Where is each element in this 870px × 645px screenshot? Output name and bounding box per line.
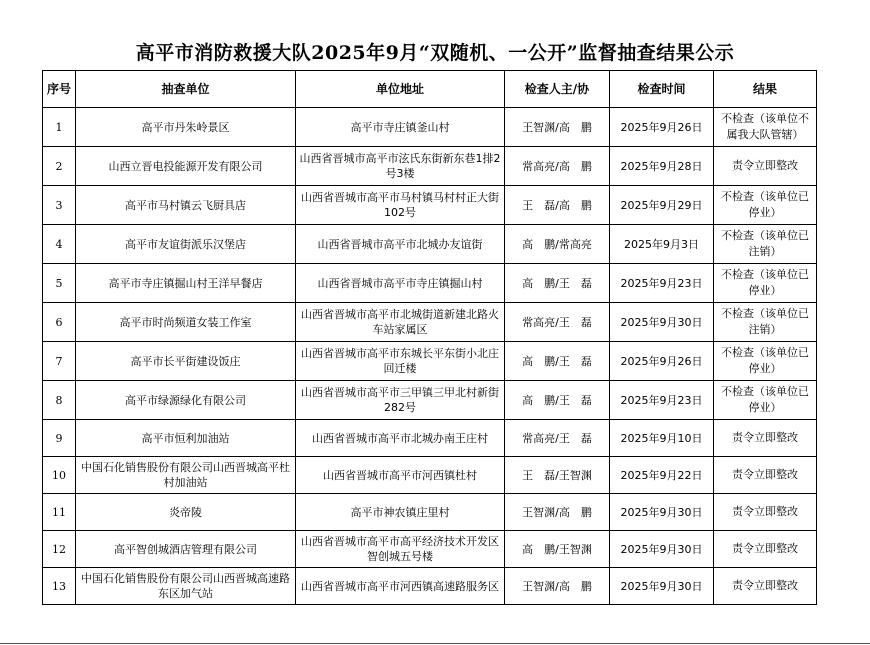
row-result-text: 责令立即整改 bbox=[732, 579, 798, 592]
row-index: 10 bbox=[43, 457, 76, 494]
row-result bbox=[714, 457, 817, 494]
page-title: 高平市消防救援大队2025年9月“双随机、一公开”监督抽查结果公示 bbox=[135, 42, 735, 64]
row-address: 山西省晋城市高平市马村镇马村村正大街102号 bbox=[296, 186, 505, 225]
row-address: 山西省晋城市高平市东城长平东街小北庄回迁楼 bbox=[296, 342, 505, 381]
row-index: 3 bbox=[43, 186, 76, 225]
table-row bbox=[43, 186, 817, 225]
row-result bbox=[714, 342, 817, 381]
row-result bbox=[714, 186, 817, 225]
table-row bbox=[43, 494, 817, 531]
table-row bbox=[43, 420, 817, 457]
bottom-divider bbox=[0, 643, 870, 644]
row-inspectors: 王智渊/高 鹏 bbox=[505, 568, 610, 605]
row-unit: 中国石化销售股份有限公司山西晋城高速路东区加气站 bbox=[76, 568, 296, 605]
row-date: 2025年9月23日 bbox=[610, 381, 714, 420]
row-result bbox=[714, 381, 817, 420]
row-inspectors: 常高亮/高 鹏 bbox=[505, 147, 610, 186]
header-index: 序号 bbox=[43, 71, 76, 108]
row-index: 12 bbox=[43, 531, 76, 568]
table-row bbox=[43, 381, 817, 420]
row-inspectors: 高 鹏/王 磊 bbox=[505, 264, 610, 303]
row-address: 高平市神农镇庄里村 bbox=[296, 494, 505, 531]
row-index: 6 bbox=[43, 303, 76, 342]
row-unit: 炎帝陵 bbox=[76, 494, 296, 531]
row-result-text: 不检查（该单位已停业） bbox=[721, 385, 809, 414]
row-address: 山西省晋城市高平市寺庄镇掘山村 bbox=[296, 264, 505, 303]
row-unit: 山西立晋电投能源开发有限公司 bbox=[76, 147, 296, 186]
row-inspectors: 王智渊/高 鹏 bbox=[505, 108, 610, 147]
row-unit: 高平市马村镇云飞厨具店 bbox=[76, 186, 296, 225]
row-unit: 高平市时尚频道女装工作室 bbox=[76, 303, 296, 342]
row-index: 13 bbox=[43, 568, 76, 605]
row-result bbox=[714, 420, 817, 457]
row-index: 1 bbox=[43, 108, 76, 147]
row-result bbox=[714, 531, 817, 568]
row-address: 山西省晋城市高平市北城办友谊街 bbox=[296, 225, 505, 264]
row-address: 山西省晋城市高平市河西镇高速路服务区 bbox=[296, 568, 505, 605]
row-date: 2025年9月30日 bbox=[610, 303, 714, 342]
row-date: 2025年9月30日 bbox=[610, 531, 714, 568]
row-date: 2025年9月10日 bbox=[610, 420, 714, 457]
row-result bbox=[714, 225, 817, 264]
row-index: 5 bbox=[43, 264, 76, 303]
row-result-text: 责令立即整改 bbox=[732, 505, 798, 518]
row-unit: 高平市恒利加油站 bbox=[76, 420, 296, 457]
table-row bbox=[43, 531, 817, 568]
row-address: 山西省晋城市高平市高平经济技术开发区智创城五号楼 bbox=[296, 531, 505, 568]
header-address: 单位地址 bbox=[296, 71, 505, 108]
table-row bbox=[43, 225, 817, 264]
row-index: 9 bbox=[43, 420, 76, 457]
row-result-text: 不检查（该单位已注销） bbox=[721, 229, 809, 258]
row-inspectors: 常高亮/王 磊 bbox=[505, 303, 610, 342]
row-inspectors: 常高亮/王 磊 bbox=[505, 420, 610, 457]
row-index: 2 bbox=[43, 147, 76, 186]
row-result-text: 责令立即整改 bbox=[732, 542, 798, 555]
row-inspectors: 王 磊/高 鹏 bbox=[505, 186, 610, 225]
row-unit: 高平智创城酒店管理有限公司 bbox=[76, 531, 296, 568]
row-index: 8 bbox=[43, 381, 76, 420]
row-result-text: 不检查（该单位已停业） bbox=[721, 268, 809, 297]
header-unit: 抽查单位 bbox=[76, 71, 296, 108]
row-date: 2025年9月26日 bbox=[610, 342, 714, 381]
row-result-text: 不检查（该单位已停业） bbox=[721, 346, 809, 375]
row-date: 2025年9月23日 bbox=[610, 264, 714, 303]
row-inspectors: 高 鹏/常高亮 bbox=[505, 225, 610, 264]
row-date: 2025年9月30日 bbox=[610, 568, 714, 605]
row-date: 2025年9月30日 bbox=[610, 494, 714, 531]
row-inspectors: 高 鹏/王 磊 bbox=[505, 342, 610, 381]
table-row bbox=[43, 108, 817, 147]
row-date: 2025年9月26日 bbox=[610, 108, 714, 147]
table-row bbox=[43, 568, 817, 605]
row-result-text: 不检查（该单位不属我大队管辖） bbox=[721, 112, 809, 141]
row-result bbox=[714, 264, 817, 303]
row-inspectors: 高 鹏/王 磊 bbox=[505, 381, 610, 420]
row-result bbox=[714, 108, 817, 147]
table-row bbox=[43, 457, 817, 494]
table-header-row bbox=[43, 71, 817, 108]
header-date: 检查时间 bbox=[610, 71, 714, 108]
row-address: 山西省晋城市高平市泫氏东街新东巷1排2号3楼 bbox=[296, 147, 505, 186]
row-result-text: 责令立即整改 bbox=[732, 468, 798, 481]
table-row bbox=[43, 342, 817, 381]
row-address: 山西省晋城市高平市北城街道新建北路火车站家属区 bbox=[296, 303, 505, 342]
row-index: 4 bbox=[43, 225, 76, 264]
row-date: 2025年9月28日 bbox=[610, 147, 714, 186]
row-result-text: 责令立即整改 bbox=[732, 431, 798, 444]
header-result: 结果 bbox=[714, 71, 817, 108]
row-inspectors: 高 鹏/王智渊 bbox=[505, 531, 610, 568]
row-unit: 高平市长平街建设饭庄 bbox=[76, 342, 296, 381]
inspection-results-table bbox=[42, 70, 817, 605]
row-result-text: 责令立即整改 bbox=[732, 159, 798, 172]
row-index: 11 bbox=[43, 494, 76, 531]
row-address: 高平市寺庄镇釜山村 bbox=[296, 108, 505, 147]
table-row bbox=[43, 147, 817, 186]
table-row bbox=[43, 264, 817, 303]
row-address: 山西省晋城市高平市北城办南王庄村 bbox=[296, 420, 505, 457]
row-inspectors: 王智渊/高 鹏 bbox=[505, 494, 610, 531]
row-unit: 高平市寺庄镇掘山村王洋早餐店 bbox=[76, 264, 296, 303]
row-result bbox=[714, 147, 817, 186]
row-unit: 高平市友谊街派乐汉堡店 bbox=[76, 225, 296, 264]
row-date: 2025年9月29日 bbox=[610, 186, 714, 225]
row-unit: 高平市丹朱岭景区 bbox=[76, 108, 296, 147]
row-date: 2025年9月3日 bbox=[610, 225, 714, 264]
header-inspectors: 检查人主/协 bbox=[505, 71, 610, 108]
row-result bbox=[714, 494, 817, 531]
table-row bbox=[43, 303, 817, 342]
row-unit: 高平市绿源绿化有限公司 bbox=[76, 381, 296, 420]
row-date: 2025年9月22日 bbox=[610, 457, 714, 494]
row-result-text: 不检查（该单位已停业） bbox=[721, 190, 809, 219]
row-index: 7 bbox=[43, 342, 76, 381]
row-unit: 中国石化销售股份有限公司山西晋城高平杜村加油站 bbox=[76, 457, 296, 494]
row-result-text: 不检查（该单位已注销） bbox=[721, 307, 809, 336]
row-inspectors: 王 磊/王智渊 bbox=[505, 457, 610, 494]
row-address: 山西省晋城市高平市三甲镇三甲北村新街282号 bbox=[296, 381, 505, 420]
row-address: 山西省晋城市高平市河西镇杜村 bbox=[296, 457, 505, 494]
row-result bbox=[714, 303, 817, 342]
row-result bbox=[714, 568, 817, 605]
